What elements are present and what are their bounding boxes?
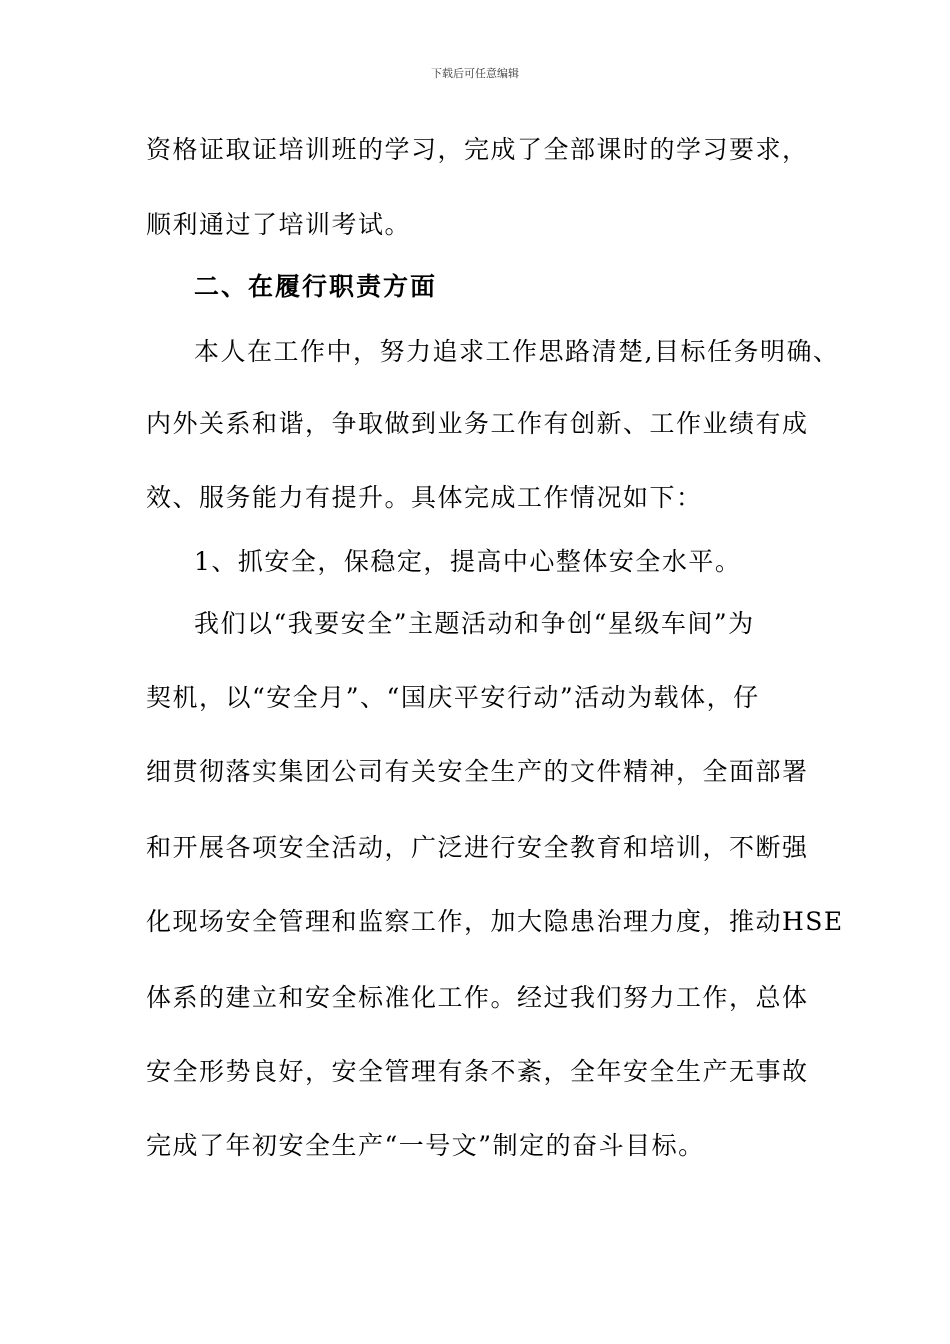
list-item-heading: 1、抓安全，保稳定，提高中心整体安全水平。 — [194, 547, 742, 576]
body-line: 体系的建立和安全标准化工作。经过我们努力工作，总体 — [146, 983, 809, 1012]
body-line: 资格证取证培训班的学习，完成了全部课时的学习要求， — [146, 135, 809, 164]
section-heading: 二、在履行职责方面 — [194, 272, 438, 301]
page-header-note: 下载后可任意编辑 — [431, 67, 519, 80]
body-line: 内外关系和谐，争取做到业务工作有创新、工作业绩有成 — [146, 409, 809, 438]
body-line: 本人在工作中，努力追求工作思路清楚,目标任务明确、 — [194, 337, 840, 366]
body-line: 契机，以“安全月”、“国庆平安行动”活动为载体，仔 — [146, 683, 760, 712]
body-line: 顺利通过了培训考试。 — [146, 210, 412, 239]
body-line: 效、服务能力有提升。具体完成工作情况如下： — [146, 483, 703, 512]
body-line: 完成了年初安全生产“一号文”制定的奋斗目标。 — [146, 1131, 705, 1160]
body-line: 我们以“我要安全”主题活动和争创“星级车间”为 — [194, 609, 755, 638]
body-line: 安全形势良好，安全管理有条不紊，全年安全生产无事故 — [146, 1057, 809, 1086]
body-line: 细贯彻落实集团公司有关安全生产的文件精神，全面部署 — [146, 757, 809, 786]
body-line: 和开展各项安全活动，广泛进行安全教育和培训，不断强 — [146, 833, 809, 862]
body-line: 化现场安全管理和监察工作，加大隐患治理力度，推动HSE — [146, 907, 844, 936]
